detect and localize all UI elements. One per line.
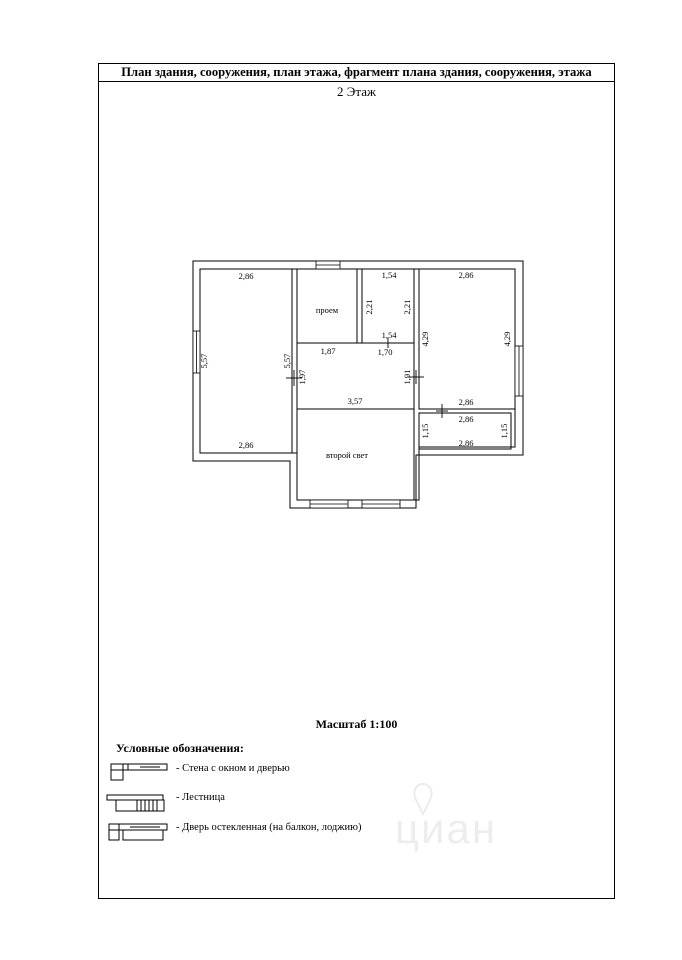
wall-window-door-icon: [111, 764, 167, 780]
dim-stair-bottom: 1,87: [320, 346, 336, 356]
dim-left-room-top: 2,86: [238, 271, 254, 281]
dim-right-room-left: 4,29: [420, 331, 430, 347]
dim-closet-bottom: 1,54: [381, 330, 397, 340]
scale-label: Масштаб 1:100: [315, 717, 398, 731]
dim-right-room-right: 4,29: [502, 331, 512, 347]
dim-closet-top: 1,54: [381, 270, 397, 280]
dim-hall-bottom: 3,57: [347, 396, 363, 406]
legend-item-glazed-door: - Дверь остекленная (на балкон, лоджию): [176, 822, 362, 833]
dim-balcony-right: 1,15: [499, 423, 509, 439]
dim-hall-right: 1,91: [402, 369, 412, 385]
dim-closet-right: 2,21: [402, 299, 412, 315]
glazed-door-icon: [109, 824, 167, 840]
legend-title: Условные обозначения:: [116, 741, 244, 755]
watermark: циан: [395, 805, 498, 852]
dim-closet-door: 1,70: [377, 347, 393, 357]
dim-closet-left: 2,21: [364, 299, 374, 315]
dim-left-room-right: 5,57: [282, 353, 292, 369]
dim-left-room-left: 5,57: [199, 353, 209, 369]
dim-hall-left: 1,97: [297, 369, 307, 385]
dim-right-room-bottom: 2,86: [458, 397, 474, 407]
floor-label: 2 Этаж: [337, 84, 376, 99]
dim-balcony-left: 1,15: [420, 423, 430, 439]
dim-right-room-top: 2,86: [458, 270, 474, 280]
dim-left-room-bottom: 2,86: [238, 440, 254, 450]
legend-item-stairs: - Лестница: [176, 792, 225, 803]
room-label-second-light: второй свет: [325, 450, 369, 460]
dim-balcony-bottom: 2,86: [458, 438, 474, 448]
staircase-icon: [107, 795, 164, 811]
header-title: План здания, сооружения, план этажа, фрагмент плана здания, сооружения, этажа: [98, 63, 615, 82]
room-label-opening: проем: [315, 305, 339, 315]
legend-item-wall: - Стена с окном и дверью: [176, 763, 290, 774]
dim-balcony-top: 2,86: [458, 414, 474, 424]
